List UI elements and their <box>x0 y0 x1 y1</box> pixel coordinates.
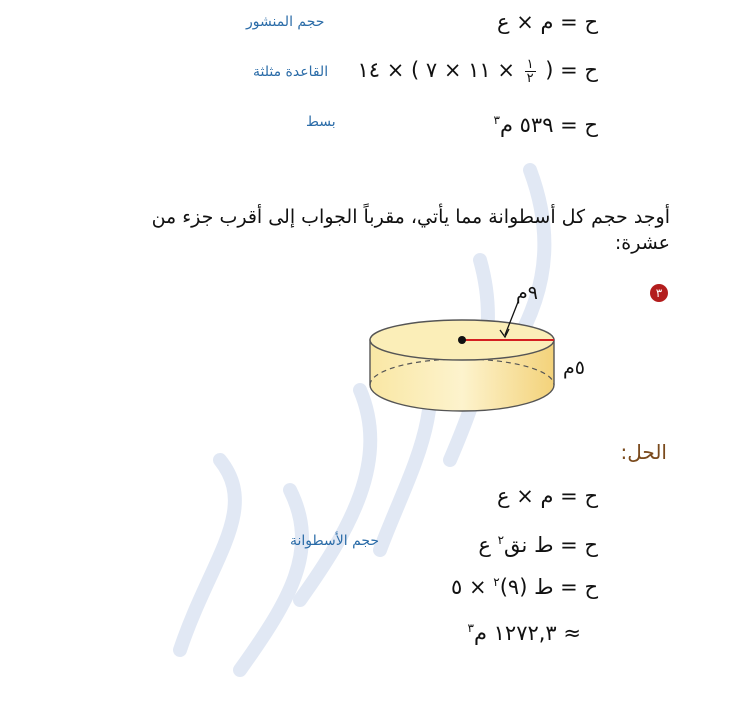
solution-equation-1: ح = م × ع <box>497 484 598 508</box>
solution-equation-2 <box>478 526 598 559</box>
prism-equation-1: ح = م × ع <box>497 10 598 34</box>
sol-eq4-prefix: ≈ ١٢٧٢,٣ م <box>473 621 581 645</box>
question-number-badge: ٣ <box>650 284 668 302</box>
sol-eq3-prefix: ح = ط (٩) <box>499 575 598 599</box>
prism-eq2-prefix: ح = ( <box>545 58 598 82</box>
fraction-one-half <box>525 58 536 85</box>
prism-equation-3 <box>494 106 599 139</box>
question-text: أوجد حجم كل أسطوانة مما يأتي، مقرباً الجواب إلى أقرب جزء من عشرة: <box>151 206 670 254</box>
solution-equation-3 <box>451 568 598 601</box>
prism-eq3-main: ح = ٥٣٩ م <box>499 113 598 137</box>
sol-eq3-sup: ٢ <box>493 575 500 589</box>
cylinder-figure <box>360 280 610 420</box>
sol-eq2-sup: ٢ <box>497 533 505 547</box>
prism-equation-2 <box>357 56 598 85</box>
fraction-denominator: ٢ <box>526 70 534 86</box>
sol-eq3-suffix: × ٥ <box>451 575 494 599</box>
solution-note-2: حجم الأسطوانة <box>290 533 380 549</box>
prism-note-2: القاعدة مثلثة <box>253 64 329 80</box>
radius-label: ٩م <box>516 282 538 304</box>
center-point <box>458 336 466 344</box>
prism-note-3: بسط <box>306 114 336 130</box>
height-label: ٥م <box>563 357 585 379</box>
sol-eq2-prefix: ح = ط نق <box>504 533 598 557</box>
prism-eq3-sup: ٣ <box>493 113 500 127</box>
prism-eq2-suffix: × ١١ × ٧ ) × ١٤ <box>357 58 515 82</box>
fraction-numerator: ١ <box>526 56 534 72</box>
solution-heading: الحل: <box>620 440 667 464</box>
sol-eq4-sup: ٣ <box>467 621 474 635</box>
prism-note-1: حجم المنشور <box>246 14 325 30</box>
sol-eq2-suffix: ع <box>478 533 498 557</box>
solution-equation-4 <box>468 614 582 647</box>
